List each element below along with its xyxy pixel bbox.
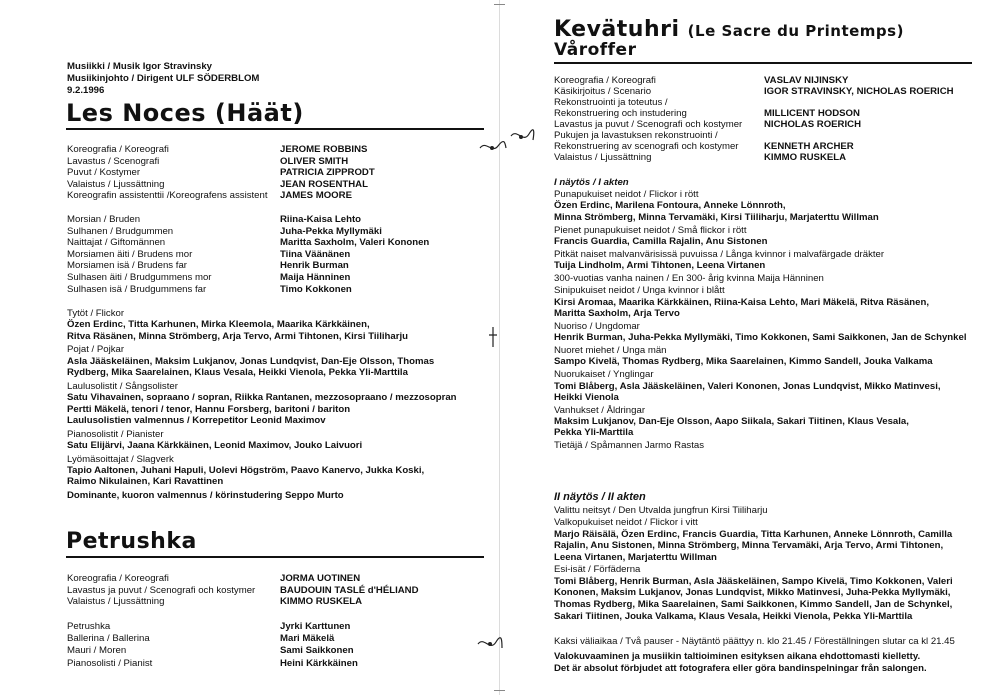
role-label: Morsian / Bruden bbox=[67, 214, 141, 225]
ornament-mark-icon bbox=[487, 327, 499, 347]
person-name: KIMMO RUSKELA bbox=[764, 152, 847, 163]
group-names: Tomi Blåberg, Henrik Burman, Asla Jääskeläinen, Sampo Kivelä, Timo Kokkonen, Valeri bbox=[554, 575, 953, 587]
group-label: Nuoriso / Ungdomar bbox=[554, 320, 640, 332]
group-names: Satu Vihavainen, sopraano / sopran, Riikka Rantanen, mezzosopraano / mezzosopran bbox=[67, 392, 457, 404]
sacre-rule bbox=[554, 62, 972, 64]
group-names: Tomi Blåberg, Asla Jääskeläinen, Valeri Kononen, Jonas Lundqvist, Mikko Matinvesi, bbox=[554, 380, 941, 392]
sacre-title-swedish: Våroffer bbox=[554, 40, 637, 60]
person-name: JORMA UOTINEN bbox=[280, 573, 361, 584]
photo-notice-fi: Valokuvaaminen ja musiikin taltioiminen esityksen aikana ehdottomasti kielletty. bbox=[554, 651, 921, 662]
group-label: Vanhukset / Åldringar bbox=[554, 404, 646, 416]
photo-notice-sv: Det är absolut förbjudet att fotografera eller göra bandinspelningar från salongen. bbox=[554, 663, 927, 674]
role-label: Rekonstruointi ja toteutus / bbox=[554, 97, 668, 108]
person-name: Henrik Burman bbox=[280, 260, 349, 272]
role-label: Rekonstruering och instudering bbox=[554, 108, 687, 119]
petrushka-title: Petrushka bbox=[66, 529, 197, 554]
pause-info: Kaksi väliaikaa / Två pauser - Näytäntö päättyy n. klo 21.45 / Föreställningen slutar ca kl 21.45 bbox=[554, 636, 955, 647]
group-label: Valittu neitsyt / Den Utvalda jungfrun Kirsi Tiiliharju bbox=[554, 505, 768, 516]
person-name: PATRICIA ZIPPRODT bbox=[280, 167, 375, 179]
group-names: Özen Erdinc, Marilena Fontoura, Anneke Lönnroth, bbox=[554, 200, 786, 212]
group-names: Thomas Rydberg, Mika Saarelainen, Sami Saikkonen, Kimmo Sandell, Jan de Schynkel, bbox=[554, 599, 953, 610]
role-label: Puvut / Kostymer bbox=[67, 167, 141, 179]
role-label: Koreografin assistenttii /Koreografens assistent bbox=[67, 190, 268, 202]
person-name: JAMES MOORE bbox=[280, 190, 352, 202]
group-names: Heikki Vienola bbox=[554, 391, 619, 403]
person-name: VASLAV NIJINSKY bbox=[764, 75, 849, 86]
music-credit: Musiikki / Musik Igor Stravinsky bbox=[67, 61, 213, 72]
group-names: Leena Virtanen, Marjaterttu Willman bbox=[554, 552, 717, 563]
person-name: Timo Kokkonen bbox=[280, 283, 352, 295]
role-label: Pianosolisti / Pianist bbox=[67, 657, 153, 669]
group-label: Sinipukuiset neidot / Unga kvinnor i blått bbox=[554, 285, 725, 297]
group-names: Satu Elijärvi, Jaana Kärkkäinen, Leonid Maximov, Jouko Laivuori bbox=[67, 440, 363, 451]
person-name: BAUDOUIN TASLÉ d'HÉLIAND bbox=[280, 584, 419, 596]
sacre-title-main: Kevätuhri bbox=[554, 17, 680, 42]
conductor-credit: Musiikinjohto / Dirigent ULF SÖDERBLOM bbox=[67, 73, 260, 84]
person-name: Sami Saikkonen bbox=[280, 645, 354, 657]
group-label: Punapukuiset neidot / Flickor i rött bbox=[554, 189, 699, 200]
group-label: Tytöt / Flickor bbox=[67, 308, 125, 319]
role-label: Valaistus / Ljussättning bbox=[67, 178, 165, 190]
role-label: Pukujen ja lavastuksen rekonstruointi / bbox=[554, 130, 718, 141]
role-label: Lavastus / Scenografi bbox=[67, 155, 160, 167]
group-names: Ritva Räsänen, Minna Strömberg, Arja Tervo, Armi Tihtonen, Kirsi Tiiliharju bbox=[67, 330, 408, 342]
fold-mark bbox=[494, 4, 505, 5]
performance-date: 9.2.1996 bbox=[67, 85, 105, 96]
group-label: 300-vuotias vanha nainen / En 300- årig kvinna Maija Hänninen bbox=[554, 272, 824, 284]
group-names: Pertti Mäkelä, tenori / tenor, Hannu Forsberg, baritoni / bariton bbox=[67, 403, 351, 415]
group-label: Tietäjä / Spåmannen Jarmo Rastas bbox=[554, 440, 705, 452]
right-page bbox=[508, 0, 1000, 695]
person-name: Maritta Saxholm, Valeri Kononen bbox=[280, 237, 430, 249]
person-name: JEAN ROSENTHAL bbox=[280, 178, 368, 190]
role-label: Ballerina / Ballerina bbox=[67, 633, 150, 645]
group-label: Esi-isät / Förfäderna bbox=[554, 564, 641, 576]
ornament-swirl-icon bbox=[476, 636, 504, 652]
role-label: Naittajat / Giftomännen bbox=[67, 237, 166, 249]
role-label: Sulhanen / Brudgummen bbox=[67, 225, 174, 237]
group-names: Kirsi Aromaa, Maarika Kärkkäinen, Riina-Kaisa Lehto, Mari Mäkelä, Ritva Räsänen, bbox=[554, 296, 930, 308]
group-names: Francis Guardia, Camilla Rajalin, Anu Sistonen bbox=[554, 235, 768, 247]
group-label: Nuorukaiset / Ynglingar bbox=[554, 369, 654, 381]
noces-rule bbox=[66, 128, 484, 130]
role-label: Sulhasen isä / Brudgummens far bbox=[67, 283, 207, 295]
role-label: Morsiamen äiti / Brudens mor bbox=[67, 248, 193, 260]
ornament-swirl-icon bbox=[478, 138, 508, 156]
noces-title: Les Noces (Häät) bbox=[66, 99, 304, 127]
person-name: Heini Kärkkäinen bbox=[280, 657, 358, 669]
role-label: Rekonstruering av scenografi och kostymer bbox=[554, 141, 739, 152]
role-label: Käsikirjoitus / Scenario bbox=[554, 86, 652, 97]
group-label: Pojat / Pojkar bbox=[67, 344, 125, 356]
left-page bbox=[0, 0, 492, 695]
person-name: Riina-Kaisa Lehto bbox=[280, 214, 362, 225]
role-label: Lavastus ja puvut / Scenografi och kostymer bbox=[67, 584, 256, 596]
group-names: Minna Strömberg, Minna Tervamäki, Kirsi Tiiliharju, Marjaterttu Willman bbox=[554, 211, 879, 223]
person-name: MILLICENT HODSON bbox=[764, 108, 860, 119]
person-name: KIMMO RUSKELA bbox=[280, 596, 363, 608]
person-name: KENNETH ARCHER bbox=[764, 141, 854, 152]
person-name: Jyrki Karttunen bbox=[280, 621, 351, 632]
group-label: Pitkät naiset malvanvärisissä puvuissa / Långa kvinnor i malvafärgade dräkter bbox=[554, 248, 885, 260]
act1-heading: I näytös / I akten bbox=[554, 177, 629, 188]
group-names: Özen Erdinc, Titta Karhunen, Mirka Kleemola, Maarika Kärkkäinen, bbox=[67, 319, 370, 331]
role-label: Valaistus / Ljussättning bbox=[554, 152, 652, 163]
person-name: Mari Mäkelä bbox=[280, 633, 335, 645]
role-label: Lavastus ja puvut / Scenografi och kostymer bbox=[554, 119, 743, 130]
group-names: Rajalin, Anu Sistonen, Minna Strömberg, Minna Tervamäki, Arja Tervo, Armi Tihtonen, bbox=[554, 540, 944, 552]
person-name: Tiina Väänänen bbox=[280, 248, 351, 260]
role-label: Koreografia / Koreografi bbox=[67, 144, 169, 155]
act2-heading: II näytös / II akten bbox=[554, 491, 646, 503]
sacre-title-original: (Le Sacre du Printemps) bbox=[687, 22, 904, 40]
role-label: Petrushka bbox=[67, 621, 111, 632]
group-names: Sakari Tiitinen, Jouka Valkama, Klaus Vesala, Heikki Vienola, Pekka Yli-Marttila bbox=[554, 610, 913, 622]
group-names: Tuija Lindholm, Armi Tihtonen, Leena Virtanen bbox=[554, 260, 766, 271]
group-names: Henrik Burman, Juha-Pekka Myllymäki, Timo Kokkonen, Sami Saikkonen, Jan de Schynkel bbox=[554, 332, 967, 344]
group-names: Marjo Räisälä, Özen Erdinc, Francis Guardia, Titta Karhunen, Anneke Lönnroth, Camilla bbox=[554, 528, 953, 540]
role-label: Koreografia / Koreografi bbox=[67, 573, 169, 584]
group-names: Laulusolistien valmennus / Korrepetitor Leonid Maximov bbox=[67, 415, 326, 426]
group-names: Maritta Saxholm, Arja Tervo bbox=[554, 308, 680, 320]
person-name: IGOR STRAVINSKY, NICHOLAS ROERICH bbox=[764, 86, 954, 97]
group-label: Pianosolistit / Pianister bbox=[67, 428, 164, 440]
person-name: NICHOLAS ROERICH bbox=[764, 119, 862, 130]
role-label: Morsiamen isä / Brudens far bbox=[67, 260, 187, 272]
group-names: Pekka Yli-Marttila bbox=[554, 427, 634, 439]
group-names: Raimo Nikulainen, Kari Ravattinen bbox=[67, 476, 224, 488]
group-names: Asla Jääskeläinen, Maksim Lukjanov, Jonas Lundqvist, Dan-Eje Olsson, Thomas bbox=[67, 355, 435, 367]
page-fold bbox=[499, 0, 500, 695]
group-label: Lyömäsoittajat / Slagverk bbox=[67, 453, 174, 465]
role-label: Valaistus / Ljussättning bbox=[67, 596, 165, 608]
role-label: Koreografia / Koreografi bbox=[554, 75, 656, 86]
group-names: Maksim Lukjanov, Dan-Eje Olsson, Aapo Siikala, Sakari Tiitinen, Klaus Vesala, bbox=[554, 416, 909, 427]
group-names: Sampo Kivelä, Thomas Rydberg, Mika Saarelainen, Kimmo Sandell, Jouka Valkama bbox=[554, 356, 933, 368]
group-names: Kononen, Maksim Lukjanov, Jonas Lundqvist, Mikko Matinvesi, Juha-Pekka Myllymäki, bbox=[554, 587, 951, 599]
fold-mark bbox=[494, 690, 505, 691]
person-name: JEROME ROBBINS bbox=[280, 144, 368, 155]
group-label: Valkopukuiset neidot / Flickor i vitt bbox=[554, 517, 698, 529]
person-name: OLIVER SMITH bbox=[280, 155, 349, 167]
group-label: Nuoret miehet / Unga män bbox=[554, 345, 667, 356]
person-name: Maija Hänninen bbox=[280, 272, 351, 283]
person-name: Juha-Pekka Myllymäki bbox=[280, 225, 382, 237]
group-label: Laulusolistit / Sångsolister bbox=[67, 380, 178, 392]
petrushka-rule bbox=[66, 556, 484, 558]
group-names: Rydberg, Mika Saarelainen, Klaus Vesala, Heikki Vienola, Pekka Yli-Marttila bbox=[67, 367, 408, 379]
group-names: Tapio Aaltonen, Juhani Hapuli, Uolevi Högström, Paavo Kanervo, Jukka Koski, bbox=[67, 465, 425, 476]
group-names: Dominante, kuoron valmennus / körinstudering Seppo Murto bbox=[67, 490, 344, 501]
role-label: Mauri / Moren bbox=[67, 645, 127, 657]
group-label: Pienet punapukuiset neidot / Små flickor i rött bbox=[554, 224, 747, 236]
role-label: Sulhasen äiti / Brudgummens mor bbox=[67, 272, 212, 283]
